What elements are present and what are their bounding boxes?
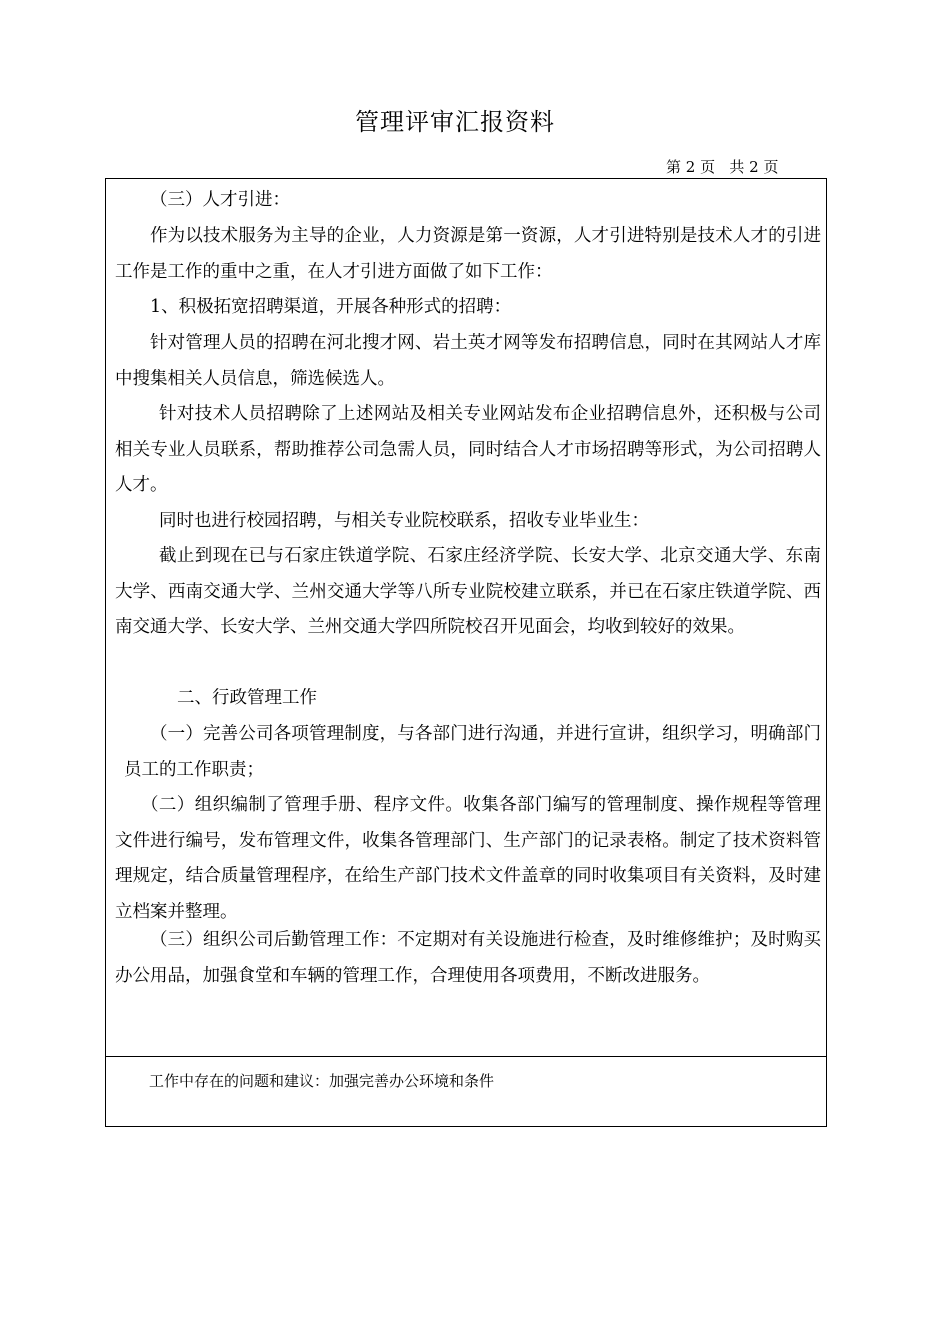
paragraph-talent-intro: 作为以技术服务为主导的企业，人力资源是第一资源，人才引进特别是技术人才的引进工作是工作的重中之重，在人才引进方面做了如下工作： [115,226,821,282]
subheading-recruitment-channels: 1、积极拓宽招聘渠道，开展各种形式的招聘： [150,297,512,317]
issues-cell [106,1057,826,1126]
issues-and-suggestions: 工作中存在的问题和建议：加强完善办公环境和条件 [149,1072,495,1090]
section-heading-talent: （三）人才引进： [150,190,290,210]
document-title: 管理评审汇报资料 [355,108,555,136]
report-table [105,178,827,1127]
section-heading-administration: 二、行政管理工作 [177,688,317,708]
report-content-cell [106,179,826,1057]
paragraph-admin-item-3: （三）组织公司后勤管理工作：不定期对有关设施进行检查，及时维修维护；及时购买办公用品，加强食堂和车辆的管理工作，合理使用各项费用，不断改进服务。 [115,930,821,986]
paragraph-technical-recruitment: 针对技术人员招聘除了上述网站及相关专业网站发布企业招聘信息外，还积极与公司相关专业人员联系，帮助推荐公司急需人员，同时结合人才市场招聘等形式，为公司招聘人人才。 [115,404,821,495]
paragraph-partner-universities: 截止到现在已与石家庄铁道学院、石家庄经济学院、长安大学、北京交通大学、东南大学、西南交通大学、兰州交通大学等八所专业院校建立联系，并已在石家庄铁道学院、西南交通大学、长安大学、兰州交通大学四所院校召开见面会，均收到较好的效果。 [115,546,821,637]
paragraph-management-recruitment: 针对管理人员的招聘在河北搜才网、岩土英才网等发布招聘信息，同时在其网站人才库中搜集相关人员信息，筛选候选人。 [115,333,821,389]
paragraph-admin-item-1: （一）完善公司各项管理制度，与各部门进行沟通，并进行宣讲，组织学习，明确部门员工的工作职责； [124,724,821,780]
paragraph-admin-item-2: （二）组织编制了管理手册、程序文件。收集各部门编写的管理制度、操作规程等管理文件进行编号，发布管理文件，收集各管理部门、生产部门的记录表格。制定了技术资料管理规定，结合质量管理程序，在给生产部门技术文件盖章的同时收集项目有关资料，及时建立档案并整理。 [115,795,821,922]
page-number: 第 2 页 共 2 页 [666,158,779,176]
paragraph-campus-recruitment: 同时也进行校园招聘，与相关专业院校联系，招收专业毕业生： [159,511,649,531]
